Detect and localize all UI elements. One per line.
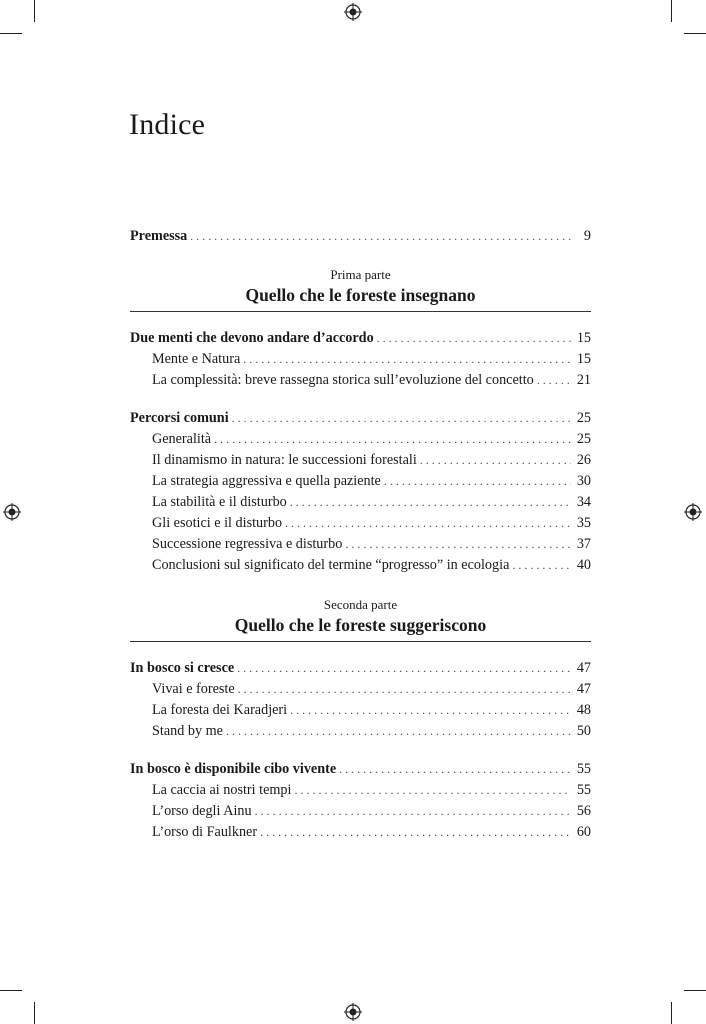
- toc-page-number: 50: [576, 723, 591, 739]
- toc-entry-title: La caccia ai nostri tempi: [152, 782, 292, 798]
- toc-page-number: 56: [576, 803, 591, 819]
- crop-mark: [684, 990, 706, 991]
- dot-leader: [294, 780, 570, 801]
- toc-page-number: 15: [576, 351, 591, 367]
- toc-section[interactable]: [130, 679, 591, 700]
- toc-page-number: 9: [583, 228, 591, 244]
- toc-entry-title: Due menti che devono andare d’accordo: [130, 330, 374, 346]
- part-heading-2: [130, 597, 591, 642]
- part-label: Prima parte: [330, 267, 391, 282]
- dot-leader: [345, 534, 571, 555]
- dot-leader: [285, 513, 571, 534]
- toc-chapter[interactable]: [130, 759, 591, 780]
- dot-leader: [232, 408, 571, 429]
- dot-leader: [255, 801, 571, 822]
- toc-entry-title: Generalità: [152, 431, 212, 447]
- dot-leader: [512, 555, 570, 576]
- toc-entry-title: In bosco è disponibile cibo vivente: [130, 761, 337, 777]
- dot-leader: [537, 370, 571, 391]
- toc-section[interactable]: [130, 555, 591, 576]
- toc-page-number: 26: [576, 452, 591, 468]
- table-of-contents: [130, 226, 591, 843]
- crop-mark: [0, 33, 22, 34]
- toc-page-number: 40: [576, 557, 591, 573]
- toc-section[interactable]: [130, 471, 591, 492]
- dot-leader: [237, 658, 571, 679]
- dot-leader: [339, 759, 571, 780]
- dot-leader: [290, 700, 571, 721]
- toc-section[interactable]: [130, 513, 591, 534]
- toc-section[interactable]: [130, 349, 591, 370]
- toc-page-number: 60: [576, 824, 591, 840]
- toc-entry-title: L’orso di Faulkner: [152, 824, 258, 840]
- dot-leader: [260, 822, 571, 843]
- dot-leader: [226, 721, 571, 742]
- registration-mark-icon: [684, 503, 702, 521]
- toc-section[interactable]: [130, 822, 591, 843]
- dot-leader: [238, 679, 571, 700]
- toc-section[interactable]: [130, 370, 591, 391]
- toc-page-number: 30: [576, 473, 591, 489]
- toc-entry-title: La strategia aggressiva e quella paziente: [152, 473, 381, 489]
- registration-mark-icon: [344, 3, 362, 21]
- toc-entry-title: Gli esotici e il disturbo: [152, 515, 283, 531]
- toc-page-number: 21: [576, 372, 591, 388]
- toc-entry-title: Vivai e foreste: [152, 681, 235, 697]
- toc-entry-title: Percorsi comuni: [130, 410, 229, 426]
- toc-page-number: 25: [576, 431, 591, 447]
- toc-section[interactable]: [130, 801, 591, 822]
- toc-page-number: 47: [576, 681, 591, 697]
- toc-entry-title: La stabilità e il disturbo: [152, 494, 287, 510]
- registration-mark-icon: [3, 503, 21, 521]
- toc-section[interactable]: [130, 780, 591, 801]
- toc-chapter[interactable]: [130, 658, 591, 679]
- dot-leader: [384, 471, 571, 492]
- toc-section[interactable]: [130, 450, 591, 471]
- crop-mark: [0, 990, 22, 991]
- crop-mark: [34, 1002, 35, 1024]
- toc-chapter[interactable]: [130, 328, 591, 349]
- toc-section[interactable]: [130, 534, 591, 555]
- toc-entry-title: Il dinamismo in natura: le successioni forestali: [152, 452, 417, 468]
- part-label: Seconda parte: [323, 597, 398, 612]
- toc-page-number: 37: [576, 536, 591, 552]
- toc-entry-title: Premessa: [130, 228, 188, 244]
- toc-page-number: 34: [576, 494, 591, 510]
- registration-mark-icon: [344, 1003, 362, 1021]
- toc-entry-title: La complessità: breve rassegna storica sull’evoluzione del concetto: [152, 372, 534, 388]
- part-title: Quello che le foreste suggeriscono: [234, 615, 487, 635]
- toc-page-number: 47: [576, 660, 591, 676]
- crop-mark: [671, 0, 672, 22]
- toc-chapter[interactable]: [130, 408, 591, 429]
- toc-page-number: 35: [576, 515, 591, 531]
- toc-section[interactable]: [130, 492, 591, 513]
- part-title: Quello che le foreste insegnano: [245, 285, 476, 305]
- toc-page-number: 48: [576, 702, 591, 718]
- toc-entry-title: Stand by me: [152, 723, 223, 739]
- toc-page-number: 55: [576, 761, 591, 777]
- crop-mark: [671, 1002, 672, 1024]
- toc-section[interactable]: [130, 429, 591, 450]
- dot-leader: [243, 349, 571, 370]
- toc-entry-premessa[interactable]: [130, 226, 591, 247]
- dot-leader: [420, 450, 571, 471]
- part-heading-1: [130, 267, 591, 312]
- toc-entry-title: La foresta dei Karadjeri: [152, 702, 288, 718]
- crop-mark: [34, 0, 35, 22]
- toc-entry-title: In bosco si cresce: [130, 660, 235, 676]
- toc-entry-title: L’orso degli Ainu: [152, 803, 252, 819]
- dot-leader: [190, 226, 571, 247]
- toc-page-number: 55: [576, 782, 591, 798]
- toc-entry-title: Successione regressiva e disturbo: [152, 536, 343, 552]
- dot-leader: [214, 429, 571, 450]
- dot-leader: [377, 328, 571, 349]
- toc-section[interactable]: [130, 700, 591, 721]
- toc-page-number: 25: [576, 410, 591, 426]
- page-title: Indice: [129, 108, 206, 141]
- dot-leader: [290, 492, 571, 513]
- toc-page-number: 15: [576, 330, 591, 346]
- toc-entry-title: Mente e Natura: [152, 351, 241, 367]
- crop-mark: [684, 33, 706, 34]
- toc-entry-title: Conclusioni sul significato del termine “progresso” in ecologia: [152, 557, 510, 573]
- toc-section[interactable]: [130, 721, 591, 742]
